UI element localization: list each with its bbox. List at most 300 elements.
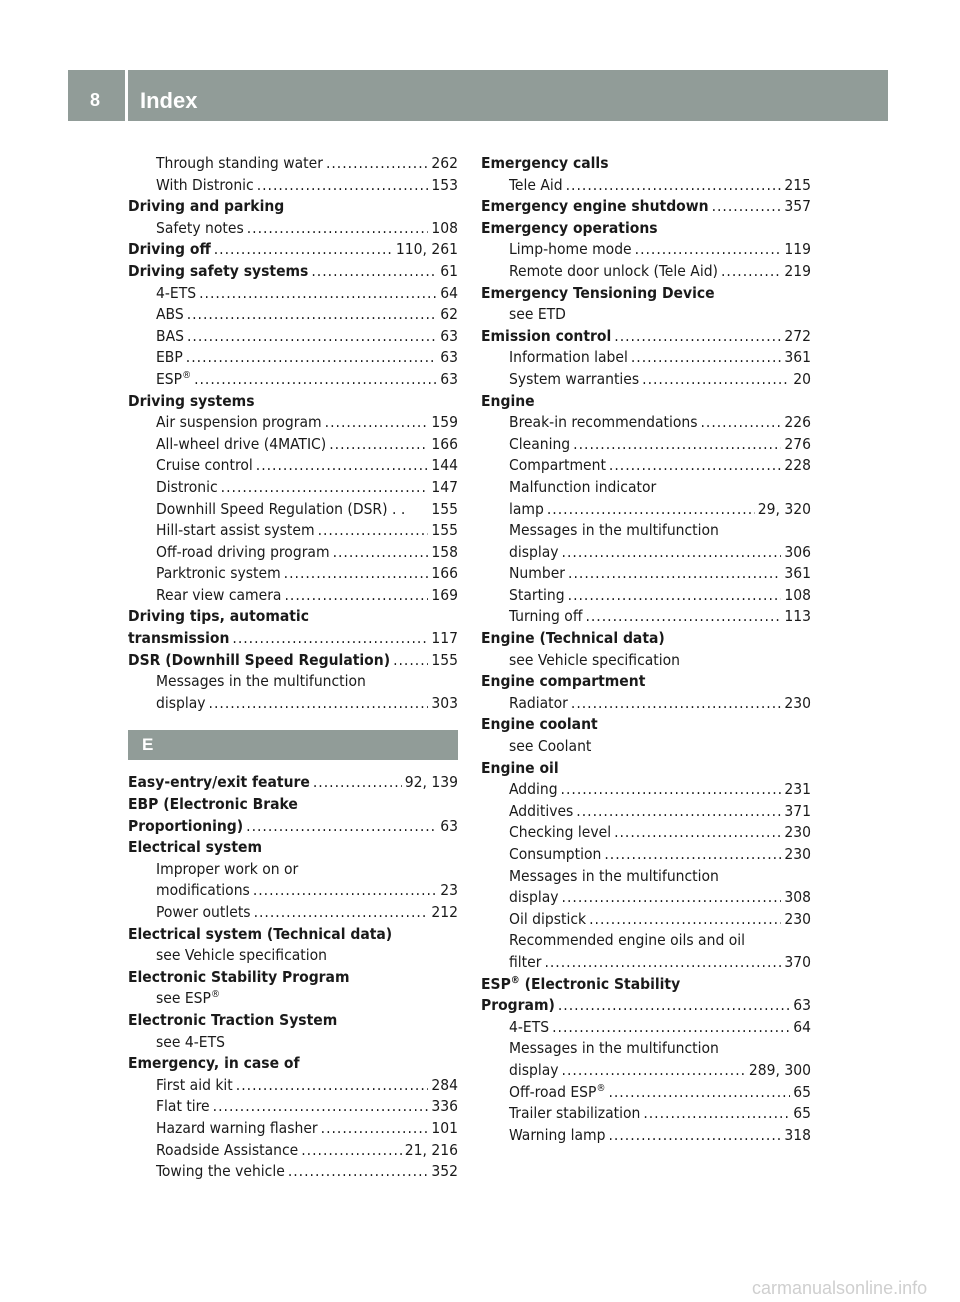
index-heading-label: [128, 1054, 300, 1072]
index-heading: [481, 283, 811, 305]
index-entry-label: [156, 499, 405, 521]
index-entry-label: [509, 952, 541, 974]
leader-dots: [544, 952, 781, 974]
leader-dots: [256, 455, 429, 477]
page-title: Index: [140, 88, 198, 113]
index-entry-label: [509, 585, 565, 607]
index-entry-label: [509, 455, 606, 477]
leader-dots: [585, 606, 781, 628]
leader-dots: [257, 175, 429, 197]
index-heading: [128, 924, 458, 946]
leader-dots: [186, 347, 437, 369]
index-heading-label: [128, 607, 309, 625]
leader-dots: [562, 887, 782, 909]
index-heading-label-text: Emergency, in case of: [128, 1054, 300, 1073]
index-entry-label: [509, 801, 573, 823]
index-entry-label: [481, 995, 555, 1017]
leader-dots: [333, 542, 429, 564]
index-entry-label-text: Parktronic system: [156, 564, 281, 583]
index-subtext-label-text: see 4-ETS: [156, 1032, 225, 1051]
index-heading-label-text: Electronic Stability Program: [128, 967, 350, 986]
index-subentry: [128, 455, 458, 477]
leader-dots: [614, 326, 781, 348]
index-subentry: [128, 304, 458, 326]
page-reference: 65: [793, 1104, 811, 1123]
page-reference: 108: [784, 585, 811, 604]
index-subentry: [128, 585, 458, 607]
index-entry-label-text: Oil dipstick: [509, 909, 587, 928]
index-subtext: [128, 671, 458, 693]
page-reference: 21, 216: [404, 1140, 458, 1159]
index-entry-label-text: Break-in recommendations: [509, 413, 698, 432]
index-heading: [128, 967, 458, 989]
page-reference: 63: [440, 348, 458, 367]
index-entry-label: [128, 239, 211, 261]
registered-mark: ®: [210, 989, 220, 1001]
leader-dots: [643, 1103, 790, 1125]
index-entry-label-text: Off-road driving program: [156, 542, 330, 561]
index-entry-label: [509, 822, 611, 844]
page-reference: 352: [431, 1162, 458, 1181]
leader-dots: [325, 412, 429, 434]
leader-dots: [311, 261, 437, 283]
index-heading-label-text: Driving and parking: [128, 197, 285, 216]
index-entry-label: [156, 434, 326, 456]
index-subentry: [481, 542, 811, 564]
index-subtext-label: [156, 1033, 225, 1051]
index-subentry: [481, 952, 811, 974]
index-entry-label-text: modifications: [156, 881, 250, 900]
index-subentry: [481, 585, 811, 607]
index-heading: [481, 671, 811, 693]
page-reference: 63: [440, 326, 458, 345]
index-subentry: [481, 887, 811, 909]
leader-dots: [187, 326, 437, 348]
index-entry-label-text: Cruise control: [156, 456, 253, 475]
leader-dots: [568, 563, 781, 585]
index-heading: [128, 794, 458, 816]
page-reference: 166: [431, 564, 458, 583]
index-entry: [481, 995, 811, 1017]
index-subtext: [481, 650, 811, 672]
leader-dots: [609, 1125, 782, 1147]
index-entry-label-text: Driving safety systems: [128, 261, 309, 280]
index-entry-label: [509, 693, 568, 715]
index-subentry: [128, 175, 458, 197]
leader-dots: [562, 542, 782, 564]
index-subentry: [128, 1140, 458, 1162]
index-entry-label-text: Hazard warning flasher: [156, 1118, 318, 1137]
index-subentry: [128, 880, 458, 902]
index-subentry: [128, 902, 458, 924]
page-reference: 230: [784, 823, 811, 842]
index-subentry: [128, 369, 458, 391]
index-entry-label-text: ESP: [156, 369, 183, 388]
index-subtext: [481, 304, 811, 326]
page-reference: 357: [784, 197, 811, 216]
index-subtext-label: [156, 989, 220, 1007]
index-entry-label-text: Towing the vehicle: [156, 1162, 285, 1181]
page-reference: 212: [431, 903, 458, 921]
index-entry-label: [509, 779, 558, 801]
index-entry-label-text: display: [509, 888, 559, 907]
index-entry-label-text: Consumption: [509, 845, 602, 863]
index-subtext-label: [509, 651, 680, 669]
index-subtext-label: [509, 305, 566, 323]
index-entry-label-text: Tele Aid: [509, 175, 563, 194]
index-subtext-label: [509, 931, 745, 949]
index-subentry: [128, 542, 458, 564]
index-entry-label: [509, 175, 563, 197]
leader-dots: [247, 218, 429, 240]
index-entry: [481, 196, 811, 218]
leader-dots: [561, 779, 782, 801]
leader-dots: [712, 196, 782, 218]
index-subtext: [481, 520, 811, 542]
leader-dots: [301, 1140, 402, 1162]
index-entry-label-text: Power outlets: [156, 903, 251, 921]
page-reference: 231: [784, 780, 811, 799]
leader-dots: [199, 283, 437, 305]
index-entry-label-text: lamp: [509, 499, 544, 518]
index-subentry: [481, 1125, 811, 1147]
index-subtext-label: [509, 737, 591, 755]
index-subentry: [481, 499, 811, 521]
page-reference: 61: [440, 261, 458, 280]
index-entry-label-text: Emission control: [481, 326, 612, 345]
index-entry-label-text: Adding: [509, 780, 558, 799]
index-subentry: [481, 175, 811, 197]
index-subentry: [128, 1118, 458, 1140]
page-reference: 63: [440, 369, 458, 388]
index-subentry: [481, 563, 811, 585]
page-reference: 272: [784, 326, 811, 345]
index-entry-label: [509, 887, 559, 909]
index-subentry: [128, 1096, 458, 1118]
index-entry-label-text: ABS: [156, 305, 184, 324]
leader-dots: [194, 369, 437, 391]
leader-dots: [566, 175, 782, 197]
page-number: 8: [90, 90, 101, 110]
index-entry-label: [509, 261, 718, 283]
index-entry-label-text: EBP: [156, 348, 183, 367]
page-reference: 361: [784, 348, 811, 367]
page-reference: 308: [784, 888, 811, 907]
index-subentry: [128, 326, 458, 348]
index-entry-label: [156, 1075, 233, 1097]
index-subentry: [481, 801, 811, 823]
index-subentry: [128, 218, 458, 240]
index-entry-label: [156, 1118, 318, 1140]
index-heading: [128, 1053, 458, 1075]
page-reference: 276: [784, 434, 811, 453]
index-subtext: [481, 930, 811, 952]
index-entry-label: [509, 1060, 559, 1082]
index-heading-label-rest: (Electronic Stability: [519, 974, 681, 993]
index-entry-label-text: Air suspension program: [156, 413, 322, 432]
index-entry-label: [156, 563, 281, 585]
index-entry-label: [509, 844, 601, 866]
index-heading: [481, 974, 811, 996]
index-entry-label-text: Roadside Assistance: [156, 1140, 299, 1159]
index-subentry: [128, 153, 458, 175]
index-subentry: [481, 1082, 811, 1104]
page-reference: 215: [784, 175, 811, 194]
index-entry-label-text: 4-ETS: [156, 283, 197, 302]
index-entry-label-text: Driving off: [128, 240, 211, 259]
leader-dots: [326, 153, 428, 175]
index-subentry: [481, 1017, 811, 1039]
index-subentry: [481, 239, 811, 261]
index-entry-label: [156, 369, 191, 391]
index-entry-label: [156, 326, 184, 348]
index-heading: [481, 218, 811, 240]
index-entry: [128, 816, 458, 838]
registered-mark: ®: [510, 974, 520, 986]
index-subtext-label: [156, 672, 366, 690]
index-heading-label-text: Engine compartment: [481, 672, 646, 691]
leader-dots: [313, 772, 402, 794]
index-entry: [481, 326, 811, 348]
index-entry-label: [156, 880, 250, 902]
page-reference: 101: [431, 1118, 458, 1137]
index-entry-label: [509, 239, 632, 261]
index-subentry: [128, 1161, 458, 1183]
page-reference: 23: [440, 881, 458, 900]
index-subtext-label-text: see Vehicle specification: [509, 650, 680, 669]
leader-dots: [214, 239, 393, 261]
index-subentry: [481, 822, 811, 844]
page-reference: 92, 139: [404, 773, 458, 792]
page-reference: 155: [431, 521, 458, 540]
index-subtext-label-text: Messages in the multifunction: [509, 521, 719, 540]
page-reference: 155: [431, 650, 458, 669]
index-heading-label-text: Driving systems: [128, 391, 255, 410]
index-subentry: [128, 563, 458, 585]
index-entry: [128, 772, 458, 794]
leader-dots: [236, 1075, 429, 1097]
index-entry-label: [156, 153, 323, 175]
index-subtext-label-text: Recommended engine oils and oil: [509, 931, 746, 950]
watermark: carmanualsonline.info: [752, 1278, 928, 1298]
page-reference: 108: [431, 218, 458, 237]
index-heading-label-text: Engine: [481, 391, 535, 410]
index-heading-label: [128, 1011, 337, 1029]
page-reference: 262: [431, 154, 458, 172]
index-subentry: [128, 412, 458, 434]
index-entry-label-text: Checking level: [509, 823, 612, 842]
index-subentry: [128, 283, 458, 305]
index-entry-label-text: Off-road ESP: [509, 1082, 597, 1101]
leader-dots: [284, 563, 429, 585]
index-heading-label: [481, 284, 715, 302]
index-subtext: [481, 1038, 811, 1060]
index-entry-label: [509, 1103, 640, 1125]
page-reference: 144: [431, 456, 458, 475]
index-subtext-label: [509, 478, 656, 496]
index-entry-label: [156, 693, 206, 715]
leader-dots: [573, 434, 781, 456]
leader-dots: [253, 880, 437, 902]
index-subtext-label-text: Improper work on or: [156, 859, 299, 878]
page-reference: 155: [431, 499, 458, 518]
index-subentry: [128, 347, 458, 369]
index-entry-label-text: With Distronic: [156, 175, 254, 194]
leader-dots: [209, 693, 429, 715]
index-entry-label: [156, 304, 184, 326]
index-heading-label-text: Electrical system (Technical data): [128, 924, 393, 943]
index-subtext: [128, 1032, 458, 1054]
leader-dots: [642, 369, 790, 391]
index-heading-label: [128, 838, 262, 856]
index-entry: [128, 261, 458, 283]
page-reference: 303: [431, 693, 458, 712]
index-entry-label: [156, 542, 330, 564]
index-entry-label: [128, 650, 390, 672]
index-entry-label: [509, 1017, 549, 1039]
leader-dots: [254, 902, 429, 924]
page-reference: 110, 261: [395, 240, 458, 259]
index-subtext-label: [509, 521, 719, 539]
leader-dots: [187, 304, 438, 326]
index-entry-label-text: Cleaning: [509, 434, 571, 453]
index-heading: [481, 391, 811, 413]
index-subentry: [481, 455, 811, 477]
index-entry-label: [509, 1082, 605, 1104]
index-entry-label-text: transmission: [128, 629, 230, 648]
index-subentry: [481, 693, 811, 715]
page-reference: 29, 320: [757, 499, 811, 518]
index-entry-label-text: Information label: [509, 348, 628, 367]
index-heading-label-text: Engine oil: [481, 758, 559, 777]
leader-dots: [221, 477, 429, 499]
page-reference: 219: [784, 261, 811, 280]
index-entry-label: [509, 499, 544, 521]
index-subentry: [481, 412, 811, 434]
index-entry-label-text: Hill-start assist system: [156, 521, 315, 540]
page-reference: 147: [431, 477, 458, 496]
leader-dots: [321, 1118, 429, 1140]
index-heading-label: [481, 759, 559, 777]
index-entry-label: [156, 283, 196, 305]
index-subentry: [128, 434, 458, 456]
page-reference: 226: [784, 413, 811, 432]
index-subentry: [481, 844, 811, 866]
page-reference: 20: [793, 369, 811, 388]
index-heading-label-text: Driving tips, automatic: [128, 607, 309, 626]
page-reference: 65: [793, 1082, 811, 1101]
index-subtext: [128, 859, 458, 881]
index-entry-label: [156, 1161, 285, 1183]
index-entry-label-text: Radiator: [509, 693, 568, 712]
index-entry-label: [509, 563, 565, 585]
index-entry-label-text: Downhill Speed Regulation (DSR) . .: [156, 499, 406, 518]
index-subentry: [481, 779, 811, 801]
index-subentry: [128, 520, 458, 542]
index-entry-label-text: Turning off: [509, 607, 583, 626]
index-entry-label-text: filter: [509, 952, 542, 971]
index-subtext-label: [509, 1039, 719, 1057]
page-reference: 230: [784, 909, 811, 928]
page-reference: 166: [431, 434, 458, 453]
index-entry-label-text: Trailer stabilization: [509, 1104, 641, 1123]
index-subtext-label-text: see Coolant: [509, 737, 592, 756]
index-entry-label: [128, 628, 229, 650]
index-subentry: [481, 1060, 811, 1082]
index-entry-label-text: Starting: [509, 585, 565, 604]
leader-dots: [329, 434, 428, 456]
page-reference: 153: [431, 175, 458, 194]
page-reference: 370: [784, 952, 811, 971]
index-entry-label-text: Flat tire: [156, 1097, 210, 1116]
index-entry-label-text: DSR (Downhill Speed Regulation): [128, 650, 391, 669]
index-subentry: [128, 1075, 458, 1097]
leader-dots: [562, 1060, 746, 1082]
index-heading-label: [128, 925, 392, 943]
page-reference: 289, 300: [748, 1060, 811, 1079]
index-column-right: [481, 153, 811, 1146]
index-subentry: [481, 369, 811, 391]
leader-dots: [288, 1161, 429, 1183]
index-heading-label: [481, 392, 535, 410]
index-entry-label: [509, 606, 582, 628]
index-heading: [481, 153, 811, 175]
index-heading-label-text: Electrical system: [128, 838, 263, 857]
index-subentry: [128, 693, 458, 715]
page-reference: 284: [431, 1075, 458, 1094]
index-subtext-label-text: see ETD: [509, 305, 566, 324]
leader-dots: [604, 844, 781, 866]
index-entry-label: [156, 175, 254, 197]
index-entry-label: [509, 909, 586, 931]
index-subentry: [481, 261, 811, 283]
index-heading: [481, 714, 811, 736]
leader-dots: [547, 499, 755, 521]
leader-dots: [558, 995, 790, 1017]
index-heading: [128, 391, 458, 413]
index-subentry: [128, 499, 458, 521]
registered-mark: ®: [182, 369, 192, 381]
index-entry-label-text: display: [156, 693, 206, 712]
index-subtext-label-text: Messages in the multifunction: [509, 866, 719, 885]
index-entry-label: [156, 520, 315, 542]
index-entry-label: [509, 1125, 606, 1147]
index-entry-label: [156, 585, 281, 607]
index-heading: [128, 606, 458, 628]
index-entry-label-text: 4-ETS: [509, 1017, 550, 1036]
page-reference: 361: [784, 564, 811, 583]
leader-dots: [552, 1017, 790, 1039]
index-subentry: [481, 434, 811, 456]
index-entry-label: [156, 218, 244, 240]
index-entry-label-text: All-wheel drive (4MATIC): [156, 434, 327, 453]
index-entry-label-text: Emergency engine shutdown: [481, 197, 709, 216]
page-reference: 158: [431, 542, 458, 561]
index-entry-label-text: Through standing water: [156, 154, 323, 172]
index-entry-label-text: Proportioning): [128, 816, 244, 835]
index-entry: [128, 650, 458, 672]
index-heading-label-text: Electronic Traction System: [128, 1010, 338, 1029]
leader-dots: [609, 455, 781, 477]
index-entry-label: [509, 347, 628, 369]
index-subtext-label-text: Malfunction indicator: [509, 477, 657, 496]
leader-dots: [721, 261, 781, 283]
index-heading-label: [481, 629, 665, 647]
leader-dots: [631, 347, 782, 369]
page-reference: 64: [440, 283, 458, 302]
index-entry-label-text: First aid kit: [156, 1075, 233, 1094]
index-heading: [128, 196, 458, 218]
